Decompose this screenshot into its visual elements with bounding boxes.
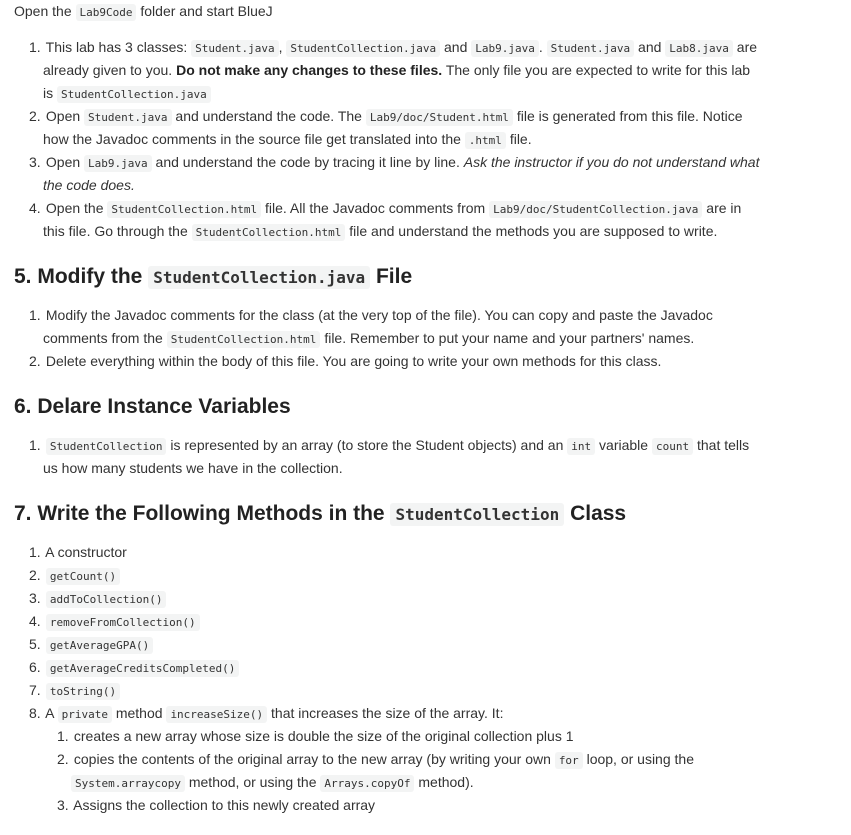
list-item xyxy=(29,151,759,175)
intro-text-2: folder and start BlueJ xyxy=(140,3,273,19)
code: StudentCollection.java xyxy=(286,40,440,57)
italic-text: the code does. xyxy=(43,177,135,193)
list-item xyxy=(29,541,127,563)
text: this file. Go through the xyxy=(43,223,188,239)
code: StudentCollection.html xyxy=(167,331,321,348)
text: , xyxy=(278,39,283,55)
list-number: 2. xyxy=(29,353,41,369)
list-item xyxy=(29,350,661,372)
list-number: 3. xyxy=(29,590,41,606)
text: A constructor xyxy=(45,544,127,560)
text: Delete everything within the body of this file. You are going to write your own methods for this class. xyxy=(45,353,662,369)
text: is xyxy=(43,85,54,101)
code: addToCollection() xyxy=(46,591,167,608)
text: creates a new array whose size is double the size of the original collection plus 1 xyxy=(73,728,574,744)
code: Student.java xyxy=(547,40,634,57)
text: Open the xyxy=(45,200,104,216)
intro-text: Open the xyxy=(14,3,72,19)
heading-text: Class xyxy=(570,502,627,525)
list-number: 1. xyxy=(57,728,69,744)
list-item-continued xyxy=(43,174,135,196)
text: Modify the Javadoc comments for the class (at the very top of the file). You can copy and paste the Javadoc xyxy=(45,307,713,323)
text: are in xyxy=(706,200,742,216)
code: .html xyxy=(465,132,506,149)
list-number: 4. xyxy=(29,200,41,216)
list-item xyxy=(29,434,749,458)
code: private xyxy=(58,706,112,723)
list-number: 4. xyxy=(29,613,41,629)
list-item xyxy=(29,610,200,634)
code: count xyxy=(652,438,693,455)
list-item xyxy=(29,679,120,703)
code: Student.java xyxy=(84,109,171,126)
text: method xyxy=(115,705,163,721)
heading-text: 7. Write the Following Methods in the xyxy=(14,502,385,525)
text: loop, or using the xyxy=(586,751,694,767)
list-item xyxy=(29,702,503,726)
list-number: 3. xyxy=(57,797,69,813)
italic-text: Ask the instructor if you do not understand what xyxy=(463,154,760,170)
list-item xyxy=(29,587,166,611)
list-number: 1. xyxy=(29,39,41,55)
heading-section-5 xyxy=(14,262,412,293)
code: int xyxy=(567,438,595,455)
text: method, or using the xyxy=(188,774,317,790)
list-item-continued xyxy=(43,457,343,479)
heading-text: 5. Modify the xyxy=(14,265,143,288)
bold-warning: Do not make any changes to these files. xyxy=(176,62,443,78)
list-item xyxy=(29,36,757,60)
code-lab9code: Lab9Code xyxy=(76,4,137,21)
text: how the Javadoc comments in the source file get translated into the xyxy=(43,131,461,147)
code: for xyxy=(555,752,583,769)
text: and understand the code. The xyxy=(175,108,362,124)
list-number: 2. xyxy=(29,567,41,583)
code: Student.java xyxy=(191,40,278,57)
text: variable xyxy=(599,437,649,453)
text: file and understand the methods you are supposed to write. xyxy=(349,223,718,239)
sub-list-item-continued xyxy=(71,771,474,795)
heading-text: File xyxy=(375,265,413,288)
list-number: 5. xyxy=(29,636,41,652)
list-number: 1. xyxy=(29,307,41,323)
text: . xyxy=(538,39,543,55)
list-item-continued xyxy=(43,59,750,81)
sub-list-item xyxy=(57,794,375,816)
text: and xyxy=(638,39,662,55)
list-item xyxy=(29,304,713,326)
text: comments from the xyxy=(43,330,163,346)
text: file. All the Javadoc comments from xyxy=(264,200,486,216)
list-number: 1. xyxy=(29,437,41,453)
text: The only file you are expected to write for this lab xyxy=(445,62,751,78)
list-number: 2. xyxy=(29,108,41,124)
code: Lab9.java xyxy=(84,155,152,172)
heading-section-7 xyxy=(14,499,626,530)
code: increaseSize() xyxy=(166,706,267,723)
code: getAverageGPA() xyxy=(46,637,153,654)
list-number: 2. xyxy=(57,751,69,767)
heading-code: StudentCollection.java xyxy=(148,266,370,289)
list-item xyxy=(29,197,741,221)
code: Lab9.java xyxy=(471,40,539,57)
text: and understand the code by tracing it line by line. xyxy=(155,154,460,170)
list-item xyxy=(29,105,742,129)
sub-list-item xyxy=(57,725,574,747)
code: getAverageCreditsCompleted() xyxy=(46,660,239,677)
text: file. Remember to put your name and your partners' names. xyxy=(324,330,695,346)
list-number: 1. xyxy=(29,544,41,560)
list-item xyxy=(29,656,239,680)
list-number: 8. xyxy=(29,705,41,721)
text: that increases the size of the array. It: xyxy=(271,705,504,721)
text: This lab has 3 classes: xyxy=(45,39,188,55)
heading-text: 6. Delare Instance Variables xyxy=(14,395,291,418)
text: us how many students we have in the collection. xyxy=(43,460,343,476)
code: System.arraycopy xyxy=(71,775,185,792)
text: Assigns the collection to this newly created array xyxy=(73,797,376,813)
list-number: 7. xyxy=(29,682,41,698)
list-item-continued xyxy=(43,82,211,106)
code: getCount() xyxy=(46,568,120,585)
text: file. xyxy=(509,131,532,147)
list-item-continued xyxy=(43,327,694,351)
intro-line xyxy=(14,0,273,24)
code: Arrays.copyOf xyxy=(320,775,414,792)
list-number: 6. xyxy=(29,659,41,675)
heading-section-6 xyxy=(14,392,291,422)
code: toString() xyxy=(46,683,120,700)
text: and xyxy=(444,39,468,55)
list-item-continued xyxy=(43,128,532,152)
text: Open xyxy=(45,108,81,124)
text: that tells xyxy=(696,437,750,453)
code: StudentCollection.java xyxy=(57,86,211,103)
sub-list-item xyxy=(57,748,694,772)
text: Open xyxy=(45,154,81,170)
list-number: 3. xyxy=(29,154,41,170)
text: are xyxy=(736,39,758,55)
list-item-continued xyxy=(43,220,717,244)
heading-code: StudentCollection xyxy=(390,503,564,526)
code: Lab9/doc/StudentCollection.java xyxy=(489,201,702,218)
text: copies the contents of the original array to the new array (by writing your own xyxy=(73,751,551,767)
text: is represented by an array (to store the Student objects) and an xyxy=(170,437,564,453)
code: Lab9/doc/Student.html xyxy=(366,109,513,126)
text: method). xyxy=(418,774,474,790)
text: A xyxy=(45,705,54,721)
list-item xyxy=(29,564,120,588)
list-item xyxy=(29,633,153,657)
code: Lab8.java xyxy=(665,40,733,57)
code: removeFromCollection() xyxy=(46,614,200,631)
code: StudentCollection xyxy=(46,438,167,455)
code: StudentCollection.html xyxy=(107,201,261,218)
code: StudentCollection.html xyxy=(192,224,346,241)
text: already given to you. xyxy=(43,62,173,78)
text: file is generated from this file. Notice xyxy=(516,108,743,124)
